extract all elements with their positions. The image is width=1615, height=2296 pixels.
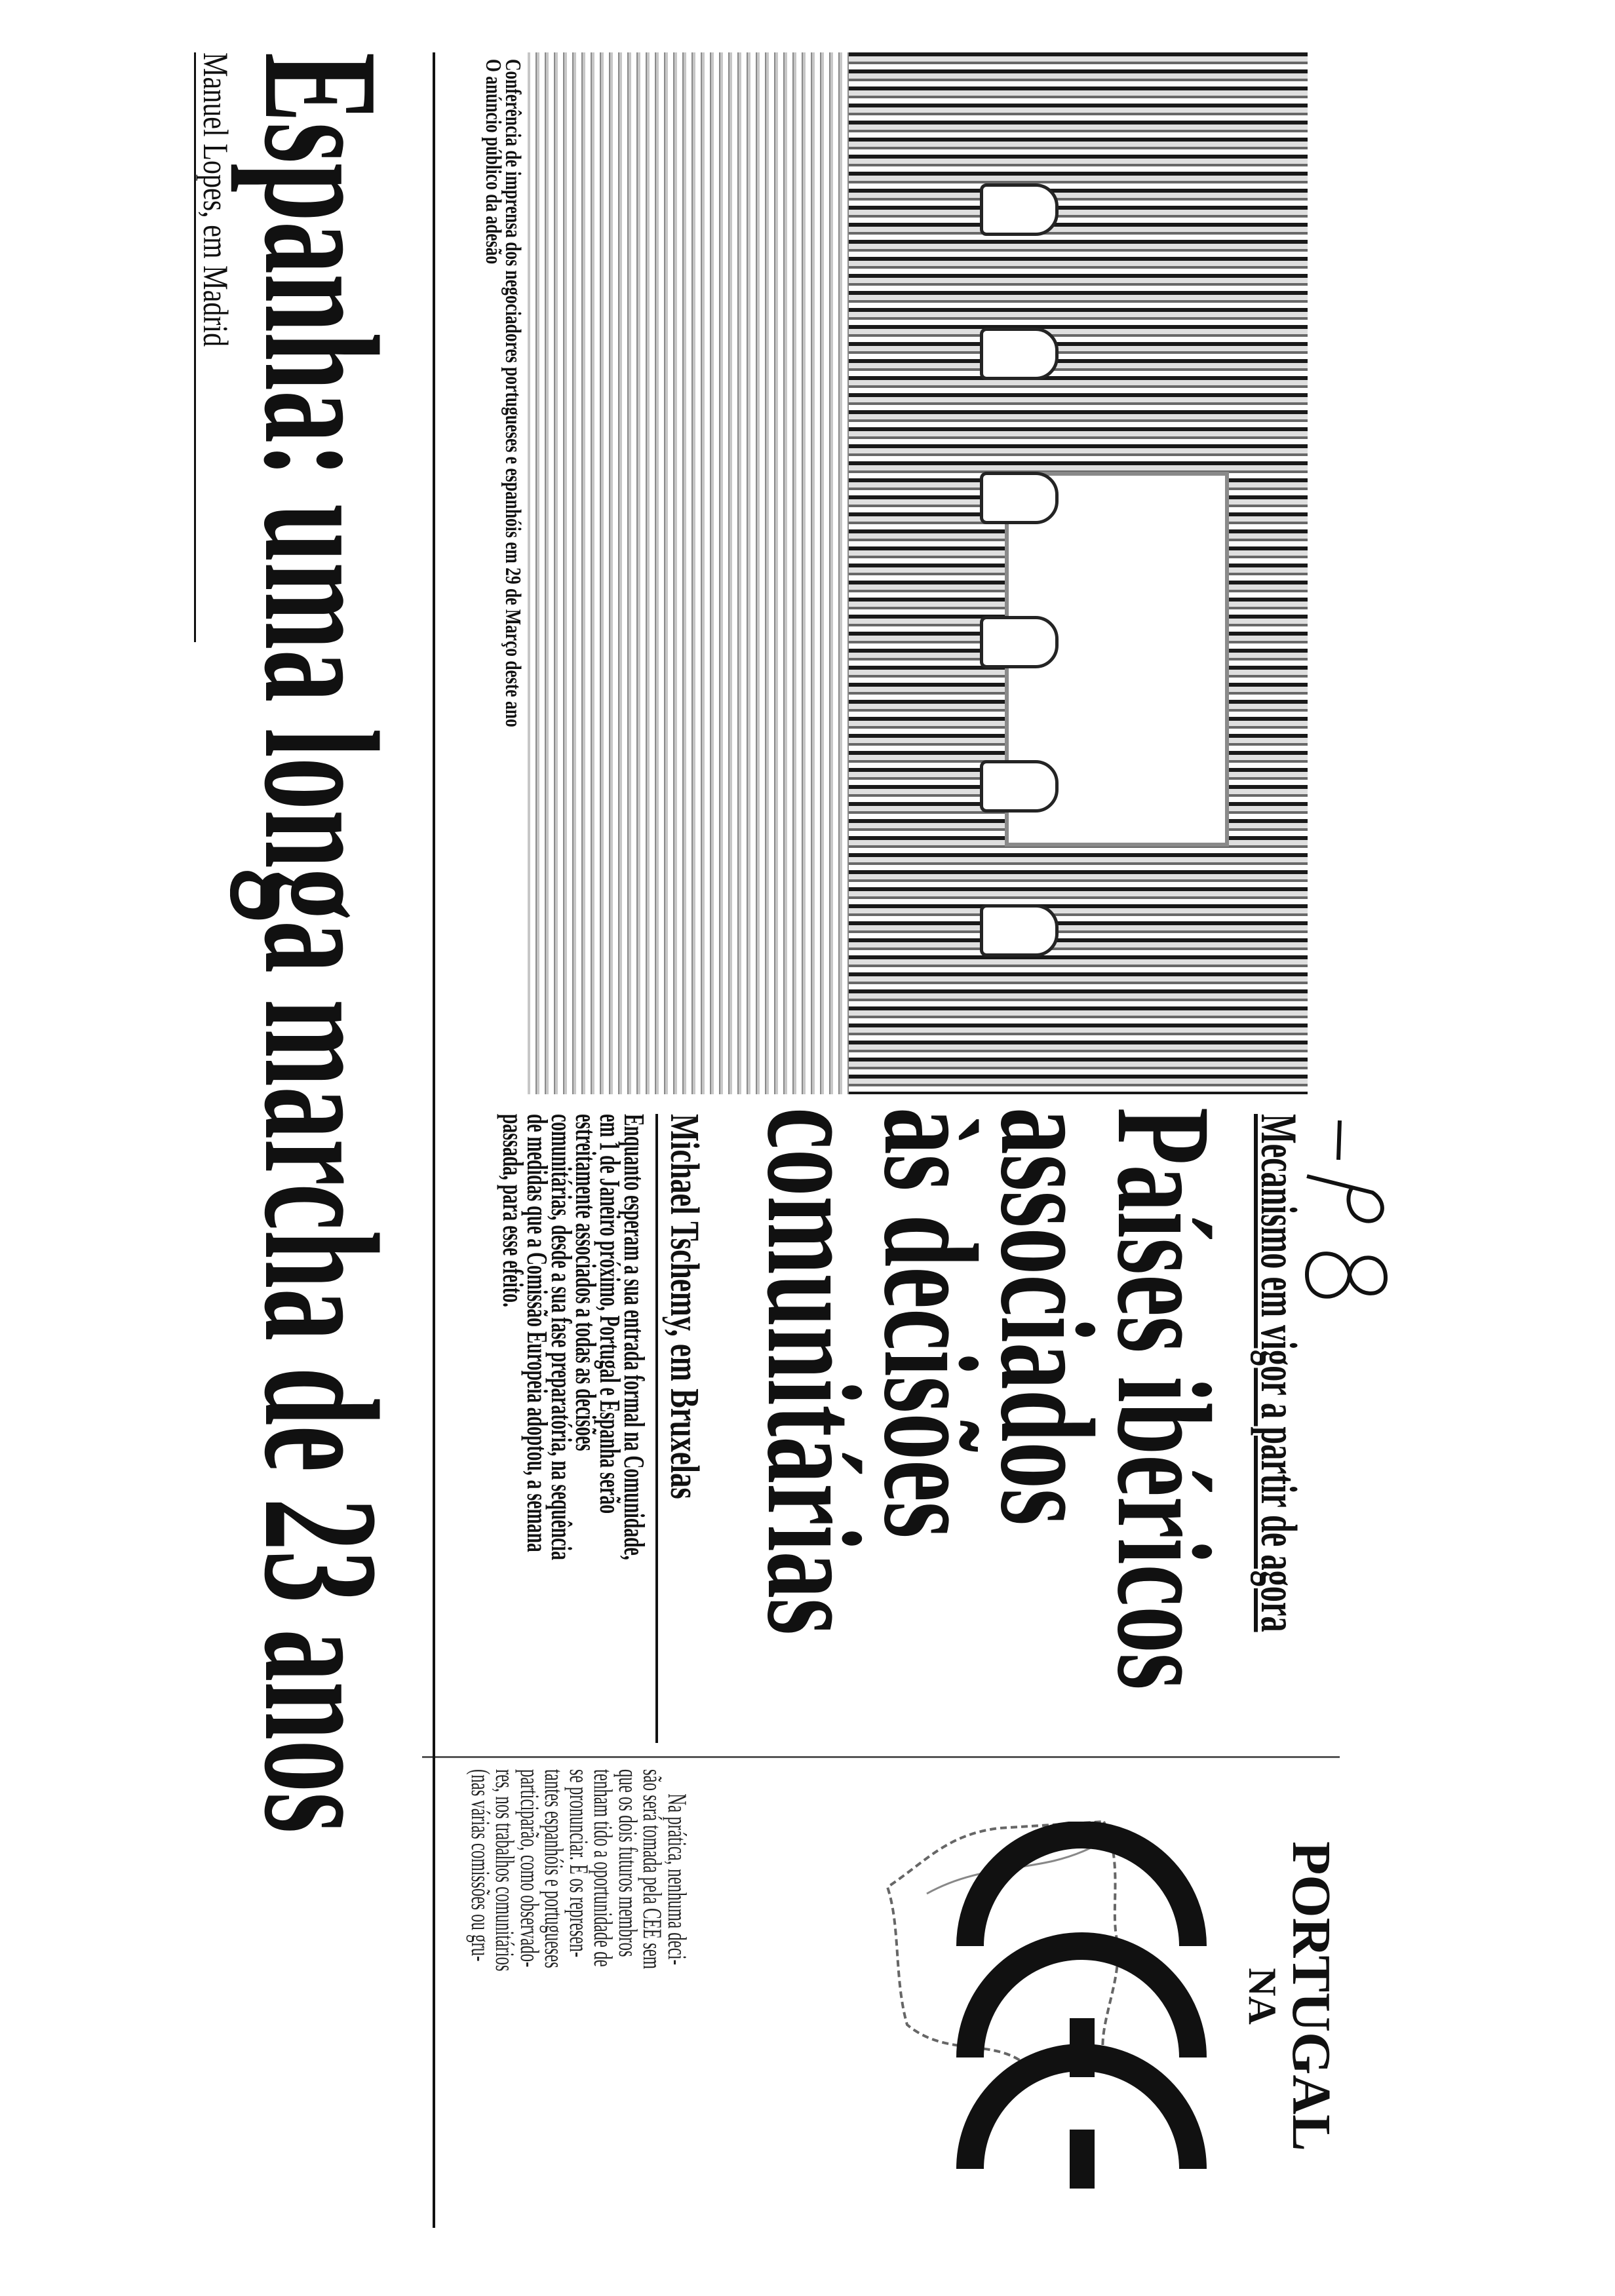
photo-table <box>528 52 849 1094</box>
text-line: em 1 de Janeiro próximo, Portugal e Espanha serão <box>594 1114 626 1514</box>
divider <box>194 52 196 642</box>
text-line: Enquanto esperam a sua entrada formal na Comunidade, <box>618 1114 650 1560</box>
photo-figure <box>980 760 1059 813</box>
handwritten-note-icon <box>1300 1114 1399 1330</box>
cee-logo-icon <box>937 1822 1232 2215</box>
lead-paragraph <box>497 1114 650 1560</box>
text-line: tenham tido a oportunidade de <box>589 1769 619 1967</box>
side-column-text <box>466 1769 692 1972</box>
photo-figure <box>980 904 1059 957</box>
text-line: comunitárias, desde a sua fase preparatória, na sequência <box>545 1114 577 1560</box>
section-line: PORTUGAL <box>1281 1841 1342 2152</box>
caption-line: Conferência de imprensa dos negociadores portugueses e espanhóis em 29 de Março deste ano <box>501 59 525 727</box>
handwritten-page-note <box>1297 1114 1399 1330</box>
section-line: NA <box>1241 1968 1284 2025</box>
text-line: tantes espanhóis e portugueses <box>539 1769 570 1968</box>
press-conference-photo <box>528 52 1308 1094</box>
article-kicker: Mecanismo em vigor a partir de agora <box>1251 1114 1308 1632</box>
text-line: que os dois futuros membros <box>613 1769 643 1957</box>
cee-logo <box>934 1822 1232 2215</box>
headline: Espanha: uma longa marcha de 23 anos <box>230 52 412 1833</box>
title-line: às decisões <box>856 1107 1005 1539</box>
text-line: participarão, como observado- <box>515 1769 545 1968</box>
byline-brussels: Michael Tschemy, em Bruxelas <box>662 1114 707 1499</box>
text-line: res, nos trabalhos comunitários <box>490 1769 520 1972</box>
caption-line: O anúncio público da adesão <box>481 59 505 265</box>
photo-caption <box>481 59 525 727</box>
title-line: associados <box>973 1107 1121 1525</box>
divider <box>433 52 435 2228</box>
text-line: se pronunciar. E os represen- <box>564 1769 594 1958</box>
title-line: Países ibéricos <box>1089 1107 1238 1690</box>
text-line: estreitamente associados a todas as decisões <box>570 1114 602 1451</box>
title-line: comunitárias <box>739 1107 888 1636</box>
column-divider <box>422 1756 1340 1758</box>
text-line: são será tomada pela CEE sem <box>638 1769 668 1970</box>
text-line: de medidas que a Comissão Europeia adoptou, a semana <box>521 1114 553 1552</box>
photo-figure <box>980 183 1059 236</box>
text-line: passada, para esse efeito. <box>497 1114 529 1307</box>
photo-figure <box>980 616 1059 668</box>
byline-madrid: Manuel Lopes, em Madrid <box>196 52 235 347</box>
photo-figure <box>980 328 1059 380</box>
article-title <box>739 1107 1238 1690</box>
section-label <box>1243 1841 1340 2151</box>
divider <box>655 1114 658 1743</box>
text-line: Na prática, nenhuma deci- <box>663 1793 692 1965</box>
text-line: (nas várias comissões ou gru- <box>466 1769 496 1962</box>
photo-figure <box>980 472 1059 524</box>
